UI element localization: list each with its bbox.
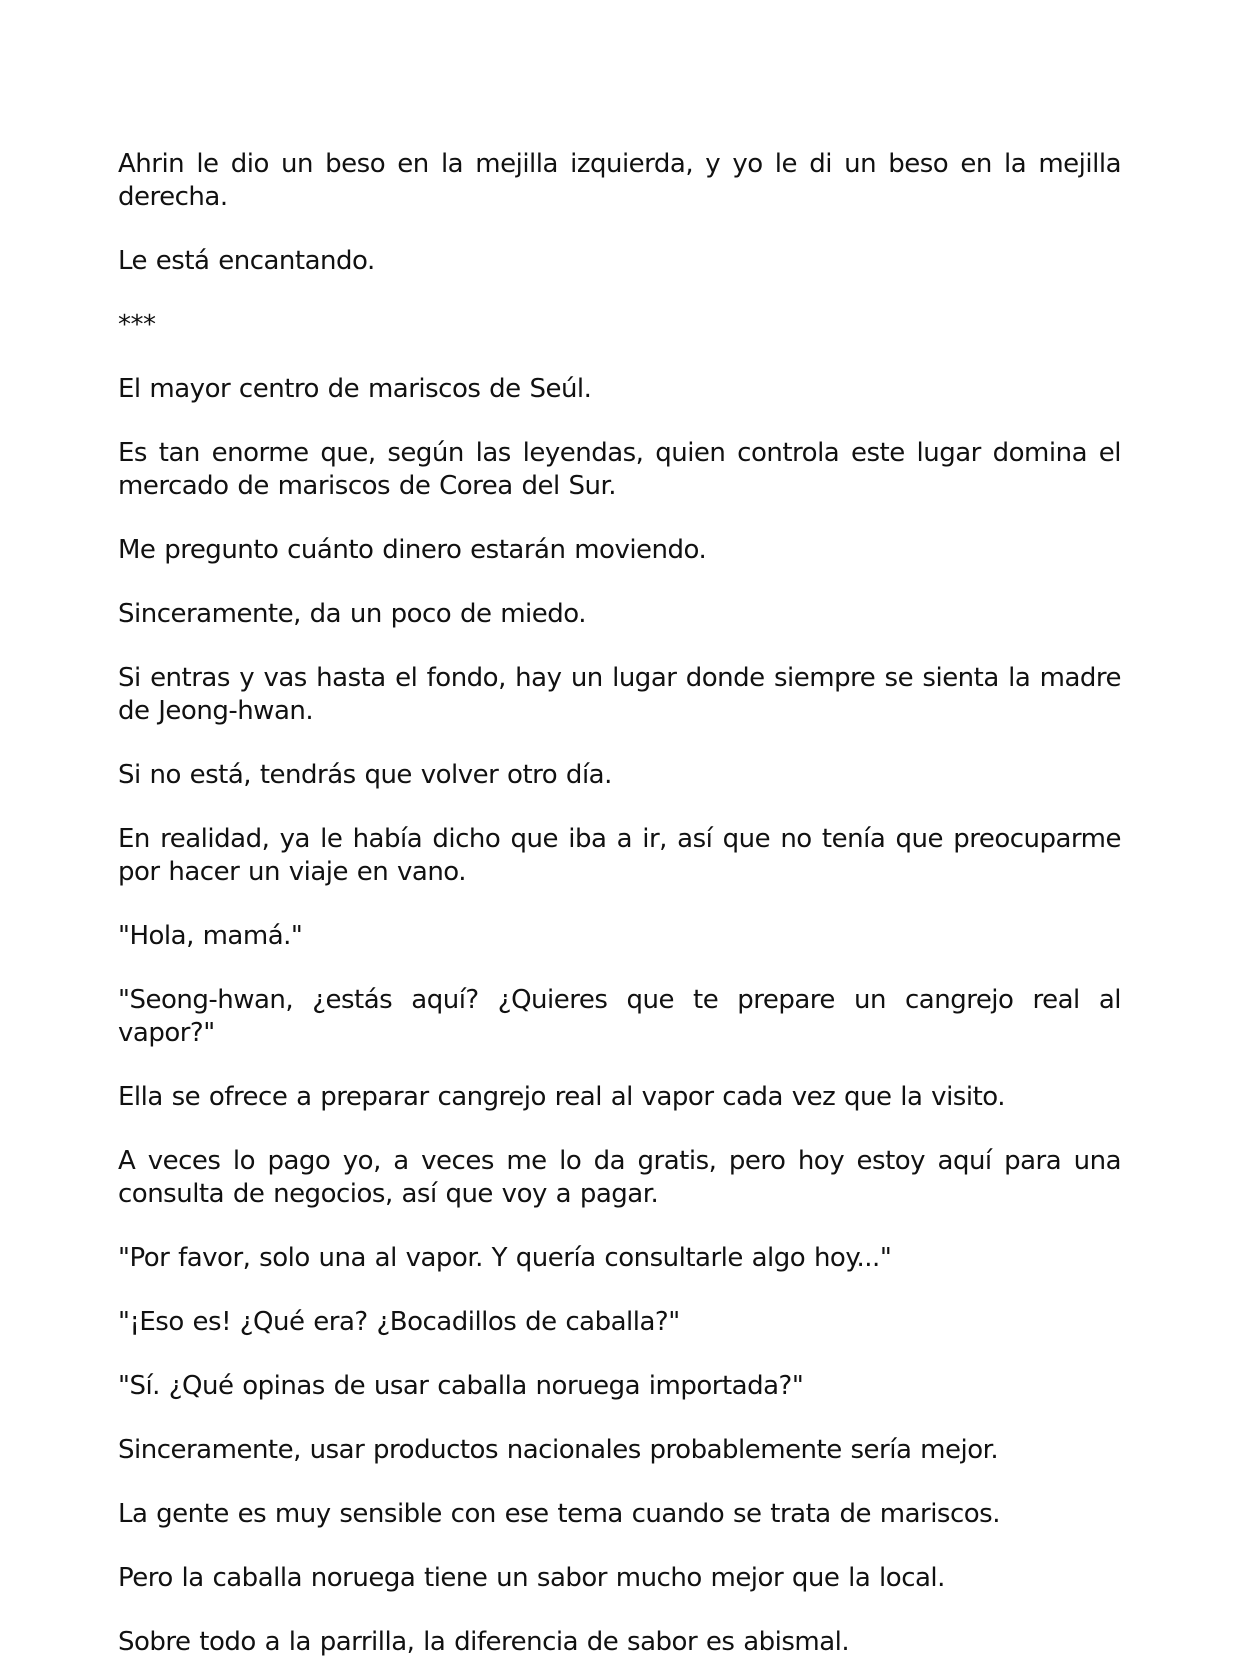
dialogue-line: "Sí. ¿Qué opinas de usar caballa noruega importada?" bbox=[118, 1371, 804, 1401]
paragraph-18: Sinceramente, usar productos nacionales probablemente sería mejor. bbox=[118, 1435, 999, 1465]
dialogue-line: "Por favor, solo una al vapor. Y quería consultarle algo hoy..." bbox=[118, 1243, 892, 1273]
paragraph-20: Pero la caballa noruega tiene un sabor mucho mejor que la local. bbox=[118, 1563, 945, 1593]
paragraph-21: Sobre todo a la parrilla, la diferencia de sabor es abismal. bbox=[118, 1627, 850, 1657]
paragraph-19: La gente es muy sensible con ese tema cuando se trata de mariscos. bbox=[118, 1499, 1000, 1529]
paragraph-6: Me pregunto cuánto dinero estarán moviendo. bbox=[118, 535, 707, 565]
scene-break: *** bbox=[118, 310, 156, 340]
dialogue-line: "Hola, mamá." bbox=[118, 921, 303, 951]
dialogue-line: "¡Eso es! ¿Qué era? ¿Bocadillos de caballa?" bbox=[118, 1307, 680, 1337]
paragraph-9: Si no está, tendrás que volver otro día. bbox=[118, 760, 612, 790]
paragraph-14: A veces lo pago yo, a veces me lo da gratis, pero hoy estoy aquí para una consulta de negocios, así que voy a pagar. bbox=[118, 1146, 1121, 1209]
dialogue-line: "Seong-hwan, ¿estás aquí? ¿Quieres que te prepare un cangrejo real al vapor?" bbox=[118, 985, 1121, 1048]
paragraph-13: Ella se ofrece a preparar cangrejo real al vapor cada vez que la visito. bbox=[118, 1082, 1005, 1112]
paragraph-8: Si entras y vas hasta el fondo, hay un lugar donde siempre se sienta la madre de Jeong-hwan. bbox=[118, 663, 1121, 726]
paragraph-4: El mayor centro de mariscos de Seúl. bbox=[118, 374, 592, 404]
paragraph-5: Es tan enorme que, según las leyendas, quien controla este lugar domina el mercado de mariscos de Corea del Sur. bbox=[118, 438, 1121, 501]
paragraph-7: Sinceramente, da un poco de miedo. bbox=[118, 599, 586, 629]
paragraph-2: Le está encantando. bbox=[118, 246, 375, 276]
paragraph-10: En realidad, ya le había dicho que iba a ir, así que no tenía que preocuparme por hacer un viaje en vano. bbox=[118, 824, 1121, 887]
paragraph-1: Ahrin le dio un beso en la mejilla izquierda, y yo le di un beso en la mejilla derecha. bbox=[118, 149, 1121, 212]
document-page bbox=[118, 148, 1121, 1659]
